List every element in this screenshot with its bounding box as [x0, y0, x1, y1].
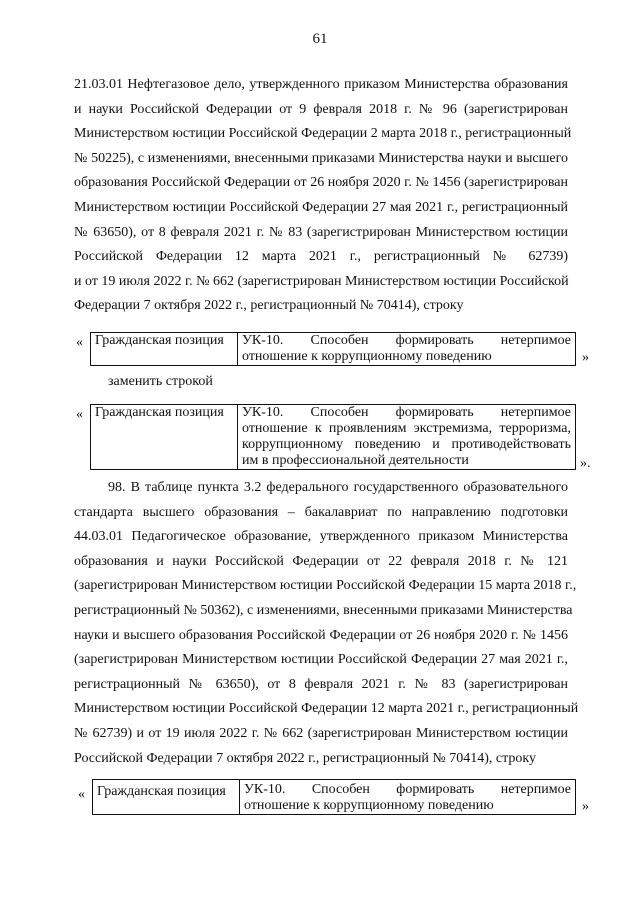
text-line: науки и высшего образования Российской Федерации от 26 ноября 2020 г. № 1456	[74, 627, 568, 643]
text-line: 21.03.01 Нефтегазовое дело, утвержденного приказом Министерства образования	[74, 77, 568, 92]
text-line: и от 19 июля 2022 г. № 662 (зарегистрирован Министерством юстиции Российской	[74, 273, 569, 289]
close-quote: ».	[580, 456, 591, 471]
table-cell-name: Гражданская позиция	[91, 405, 238, 470]
text-line: Министерством юстиции Российской Федерации 27 мая 2021 г., регистрационный	[74, 199, 568, 215]
table-cell-code	[240, 780, 576, 815]
competency-table	[90, 332, 576, 366]
paragraph-2	[74, 476, 579, 771]
cell-line: УК-10. Способен формировать нетерпимое	[242, 333, 571, 348]
cell-line: УК-10. Способен формировать нетерпимое	[244, 782, 571, 797]
cell-line: им в профессиональной деятельности	[242, 453, 469, 468]
text-line: 44.03.01 Педагогическое образование, утвержденного приказом Министерства	[74, 529, 568, 545]
text-line: Российской Федерации 7 октября 2022 г., регистрационный № 70414), строку	[74, 750, 536, 766]
text-line: Министерством юстиции Российской Федерации 12 марта 2021 г., регистрационный	[74, 701, 579, 717]
table-row	[91, 405, 576, 470]
text-line: регистрационный № 63650), от 8 февраля 2021 г. № 83 (зарегистрирован	[74, 676, 568, 692]
text-line: (зарегистрирован Министерством юстиции Российской Федерации 15 марта 2018 г.,	[74, 578, 577, 594]
page-number: 61	[312, 31, 328, 47]
cell-line: УК-10. Способен формировать нетерпимое	[242, 405, 571, 420]
text-line: образования и науки Российской Федерации от 22 февраля 2018 г. № 121	[74, 553, 568, 569]
table-row	[93, 780, 576, 815]
text-line: Федерации 7 октября 2022 г., регистрационный № 70414), строку	[74, 298, 464, 314]
paragraph-1	[74, 73, 572, 319]
replace-label: заменить строкой	[108, 374, 213, 389]
text-line: регистрационный № 50362), с изменениями, внесенными приказами Министерства	[74, 602, 573, 618]
open-quote: «	[76, 335, 83, 350]
text-line: и науки Российской Федерации от 9 февраля 2018 г. № 96 (зарегистрирован	[74, 101, 568, 117]
table-cell-code	[238, 405, 576, 470]
competency-table	[92, 779, 576, 815]
cell-line: коррупционному поведению и противодействовать	[242, 437, 571, 452]
close-quote: »	[582, 350, 589, 365]
text-line: образования Российской Федерации от 26 ноября 2020 г. № 1456 (зарегистрирован	[74, 175, 568, 191]
text-line: № 63650), от 8 февраля 2021 г. № 83 (зарегистрирован Министерством юстиции	[74, 224, 568, 240]
cell-line: отношение к коррупционному поведению	[244, 798, 494, 813]
table-row	[91, 333, 576, 366]
table-cell-name: Гражданская позиция	[91, 333, 238, 366]
text-line: № 50225), с изменениями, внесенными приказами Министерства науки и высшего	[74, 150, 568, 166]
table-cell-name: Гражданская позиция	[93, 780, 240, 815]
text-line: Российской Федерации 12 марта 2021 г., регистрационный № 62739)	[74, 249, 568, 265]
text-line: 98. В таблице пункта 3.2 федерального государственного образовательного	[108, 480, 568, 495]
text-line: Министерством юстиции Российской Федерации 2 марта 2018 г., регистрационный	[74, 126, 572, 142]
close-quote: »	[582, 799, 589, 814]
open-quote: «	[78, 787, 85, 802]
competency-table	[90, 404, 576, 470]
text-line: стандарта высшего образования – бакалавриат по направлению подготовки	[74, 504, 568, 520]
text-line: (зарегистрирован Министерством юстиции Российской Федерации 27 мая 2021 г.,	[74, 652, 568, 668]
text-line: № 62739) и от 19 июля 2022 г. № 662 (зарегистрирован Министерством юстиции	[74, 725, 568, 741]
cell-line: отношение к коррупционному поведению	[242, 349, 492, 364]
open-quote: «	[76, 407, 83, 422]
table-cell-code	[238, 333, 576, 366]
cell-line: отношение к проявлениям экстремизма, терроризма,	[242, 421, 571, 436]
